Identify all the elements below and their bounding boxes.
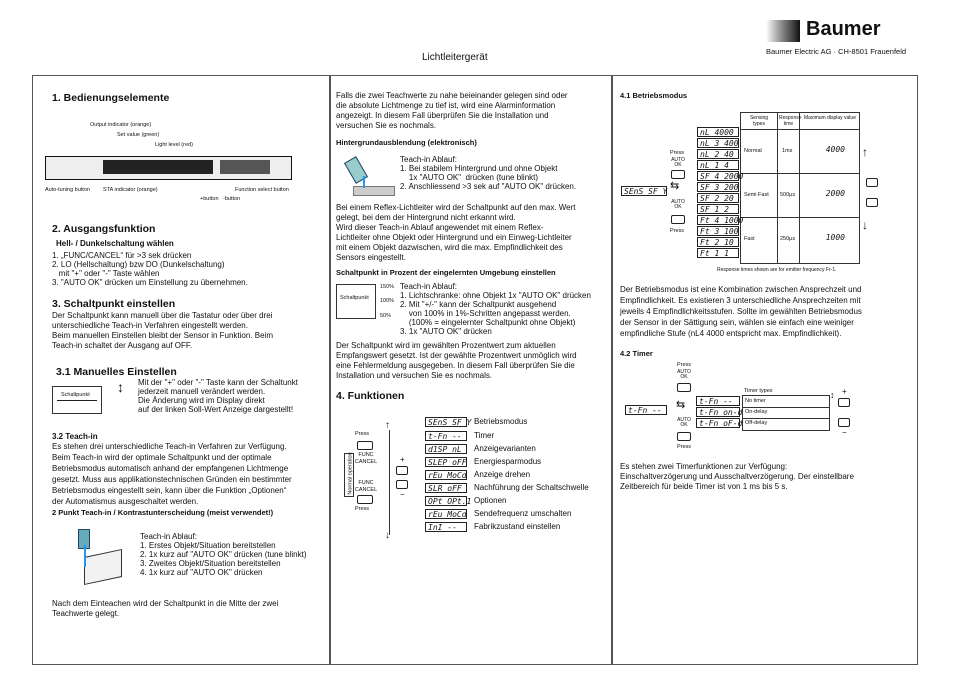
row-divider <box>743 418 829 419</box>
auto-ok-button-2[interactable] <box>677 432 691 441</box>
up-arrow-icon: ↑ <box>862 145 868 159</box>
time-semi-fast: 500µs <box>780 192 796 198</box>
function-lcd: SLEP oFF <box>425 457 467 467</box>
minus-button[interactable] <box>396 480 408 489</box>
function-lcd: rEu MoCd <box>425 470 467 480</box>
function-lcd: InI -- <box>425 522 467 532</box>
timer-text: Zeitbereich für beide Timer ist von 1 ms bis 5 s. <box>620 482 788 491</box>
percent-scale <box>336 284 376 319</box>
mode-lcd: SF 3 200 <box>697 182 739 192</box>
up-arrow-icon: ↑ <box>385 420 390 431</box>
section-3-text: Beim manuellen Einstellen bleibt der Sensor in Funktion. Beim <box>52 331 274 340</box>
func-cancel-label-2: FUNC CANCEL <box>354 480 378 493</box>
plus-button[interactable] <box>838 398 850 407</box>
company-line: Baumer Electric AG · CH-8501 Frauenfeld <box>766 47 907 56</box>
minus-icon: − <box>400 490 405 499</box>
two-point-title: 2 Punkt Teach-in / Kontrastunterscheidung (meist verwendet!) <box>52 508 274 517</box>
timer-label: Off-delay <box>745 420 768 426</box>
function-lcd: SLR oFF <box>425 483 467 493</box>
section-2-title: 2. Ausgangsfunktion <box>52 223 156 235</box>
background-text: Sensors eingestellt. <box>336 253 406 262</box>
auto-ok-button[interactable] <box>677 383 691 392</box>
timer-text: Es stehen zwei Timerfunktionen zur Verfügung: <box>620 462 788 471</box>
background-suppression-title: Hintergrundausblendung (elektronisch) <box>336 138 477 147</box>
mode-text: der Sensor in der Sättigung sein, wählen sie einfach eine weiniger <box>620 318 854 327</box>
sensor-buttons <box>220 160 270 174</box>
percent-step: 2. Mit "+/-" kann der Schaltpunkt ausgehend <box>400 300 557 309</box>
label-auto-tuning: Auto-tuning button <box>45 187 90 193</box>
header-sensing-types: Sensing types <box>749 115 769 127</box>
mode-lcd: Ft 2 10 <box>697 237 739 247</box>
section-3-1-text: Die Änderung wird im Display direkt <box>138 396 265 405</box>
updown-arrow-icon: ↕ <box>830 390 835 400</box>
press-label: Press <box>677 362 692 368</box>
mode-lcd: nL 4000 <box>697 127 739 137</box>
section-3-text: Teach-in schaltet der Ausgang auf OFF. <box>52 341 193 350</box>
schaltpunkt-label: Schaltpunkt <box>61 392 90 398</box>
section-3-1-text: auf der linken Soll-Wert Anzeige dargestellt! <box>138 405 294 414</box>
background-plane <box>353 186 395 196</box>
timer-types-header: Timer types <box>744 388 773 394</box>
scale-label: Schaltpunkt <box>340 295 369 301</box>
function-lcd: OPt OPt.1 <box>425 496 467 506</box>
function-label: Energiesparmodus <box>474 457 542 466</box>
function-lcd: SEnS SF Y <box>425 417 467 427</box>
mode-text: jeweils 4 Empfindlichkeitsstufen. Sollte im gewählten Betriebsmodus <box>620 307 862 316</box>
section-3-2-text: Beim Teach-in wird der optimale Schaltpunkt und der optimale <box>52 453 272 462</box>
left-arrow-icon: ⇆ <box>670 180 680 192</box>
max-normal: 4000 <box>825 145 845 154</box>
section-3-text: Der Schaltpunkt kann manuell über die Tastatur oder über drei <box>52 311 273 320</box>
auto-ok-label: AUTO OK <box>677 369 691 380</box>
func-cancel-button[interactable] <box>357 441 373 450</box>
mode-lcd: nL 1 4 <box>697 160 739 170</box>
logo-mark <box>766 20 800 42</box>
mode-text: Der Betriebsmodus ist eine Kombination zwischen Ansprechzeit und <box>620 285 862 294</box>
down-arrow-icon: ↓ <box>862 218 868 232</box>
row-divider <box>741 173 859 174</box>
mode-lcd: SF 4 2000 <box>697 171 739 181</box>
press-label: Press <box>355 431 370 437</box>
timer-lcd: t-Fn on-d <box>696 407 740 417</box>
auto-ok-label: AUTO OK <box>671 157 685 168</box>
scale-150: 150% <box>380 284 395 290</box>
footnote: Response times shown are for emitter frequency Fr-1. <box>717 267 837 273</box>
section-4-title: 4. Funktionen <box>336 390 405 402</box>
press-label: Press <box>670 150 685 156</box>
section-4-1-title: 4.1 Betriebsmodus <box>620 91 688 100</box>
label-minus-button: -button <box>223 196 241 202</box>
function-label: Timer <box>474 431 495 440</box>
time-fast: 250µs <box>780 236 796 242</box>
header-response-time: Response time <box>779 115 802 127</box>
background-text: Bei einem Reflex-Lichtleiter wird der Schaltpunkt auf den max. Wert <box>336 203 576 212</box>
scroll-line <box>389 430 390 535</box>
section-4-2-title: 4.2 Timer <box>620 349 653 358</box>
mode-lcd: SF 2 20 <box>697 193 739 203</box>
section-3-2-text: Betriebsmodus automatisch anhand der empfangenen Lichtmenge <box>52 464 289 473</box>
schaltpunkt-line <box>57 400 97 401</box>
mode-lcd: Ft 3 100 <box>697 226 739 236</box>
func-cancel-button-2[interactable] <box>357 495 373 504</box>
max-fast: 1000 <box>825 233 845 242</box>
mode-text: Empfindlichkeit. Es existieren 3 unterschiedliche Ansprechzeiten mit <box>620 296 861 305</box>
timer-label: On-delay <box>745 409 768 415</box>
section-2-step: mit "+" oder "-" Taste wählen <box>52 269 160 278</box>
function-label: Betriebsmodus <box>474 417 528 426</box>
section-2-step: 2. LO (Hellschaltung) bzw DO (Dunkelschaltung) <box>52 260 225 269</box>
scale-50: 50% <box>380 313 392 319</box>
plus-icon: + <box>400 455 405 464</box>
plus-button[interactable] <box>396 466 408 475</box>
light-beam <box>84 545 86 567</box>
percent-text: Der Schaltpunkt wird im gewählten Prozentwert zum aktuellen <box>336 341 556 350</box>
percent-step: 3. 1x "AUTO OK" drücken <box>400 327 492 336</box>
two-point-step: 2. 1x kurz auf "AUTO OK" drücken (tune blinkt) <box>140 550 307 559</box>
timer-text: Einschaltverzögerung und Ausschaltverzögerung. Der einstellbare <box>620 472 854 481</box>
auto-ok-button-2[interactable] <box>671 215 685 224</box>
schaltpunkt-box <box>52 386 102 414</box>
label-light-level: Light level (red) <box>155 142 193 148</box>
section-3-2-title: 3.2 Teach-in <box>52 432 98 441</box>
type-semi-fast: Semi Fast <box>744 192 769 198</box>
two-point-illustration <box>64 525 134 595</box>
brand-name: Baumer <box>806 18 881 40</box>
section-2-step: 3. "AUTO OK" drücken um Einstellung zu übernehmen. <box>52 278 248 287</box>
timer-lcd: t-Fn oF-d <box>696 418 740 428</box>
section-1-title: 1. Bedienungselemente <box>52 92 170 104</box>
two-point-note: Teachwerte gelegt. <box>52 609 120 618</box>
plus-button[interactable] <box>866 178 878 187</box>
percent-setpoint-title: Schaltpunkt in Prozent der eingelernten Umgebung einstellen <box>336 268 556 277</box>
two-point-note: Nach dem Einteachen wird der Schaltpunkt in die Mitte der zwei <box>52 599 279 608</box>
light-beam <box>363 176 365 188</box>
mode-lcd: nL 3 400 <box>697 138 739 148</box>
background-step: 1. Bei stabilem Hintergrund und ohne Objekt <box>400 164 558 173</box>
background-illustration <box>345 152 395 200</box>
alarm-text: angezeigt. In diesem Fall überprüfen Sie die Installation und <box>336 111 549 120</box>
section-3-text: unterschiedliche Teach-in Verfahren eingestellt werden. <box>52 321 248 330</box>
function-label: Anzeigevarianten <box>474 444 536 453</box>
col-divider <box>777 113 778 263</box>
timer-current-lcd: t-Fn -- <box>625 405 667 415</box>
label-set-value: Set value (green) <box>117 132 160 138</box>
minus-button[interactable] <box>866 198 878 207</box>
brand-logo <box>766 16 946 46</box>
device-diagram <box>45 118 300 203</box>
normal-operation-label: Normal operation <box>347 452 354 495</box>
function-label: Nachführung der Schaltschwelle <box>474 483 589 492</box>
page-title: Lichtleitergerät <box>422 52 488 63</box>
label-output-indicator: Output indicator (orange) <box>90 122 152 128</box>
auto-ok-button[interactable] <box>671 170 685 179</box>
minus-icon: − <box>842 428 847 437</box>
down-arrow-icon: ↓ <box>385 530 390 541</box>
section-3-2-text: Betriebsmodus eingestellt sein, kann über die Funktion „Optionen“ <box>52 486 287 495</box>
section-3-1-title: 3.1 Manuelles Einstellen <box>56 366 177 378</box>
section-3-2-text: gesetzt. Muss aus applikationstechnischen Gründen ein bestimmter <box>52 475 292 484</box>
time-normal: 1ms <box>782 148 793 154</box>
alarm-text: Falls die zwei Teachwerte zu nahe beieinander gelegen sind oder <box>336 91 568 100</box>
section-2-subtitle: Hell- / Dunkelschaltung wählen <box>56 239 174 248</box>
function-lcd: t-Fn -- <box>425 431 467 441</box>
function-lcd: rEu MoCd <box>425 509 467 519</box>
alarm-text: die absolute Lichtmenge zu tief ist, wird eine Alarminformation <box>336 101 556 110</box>
two-point-step: 4. 1x kurz auf "AUTO OK" drücken <box>140 568 263 577</box>
sensor-display <box>103 160 213 174</box>
object-box <box>84 549 122 585</box>
background-text: mit einem Objekt dazwischen, wird die max. Empfindlichkeit des <box>336 243 563 252</box>
func-cancel-label: FUNC CANCEL <box>354 452 378 465</box>
background-step: 2. Anschliessend >3 sek auf "AUTO OK" drücken. <box>400 182 577 191</box>
background-step: Teach-in Ablauf: <box>400 155 457 164</box>
col-divider <box>799 113 800 263</box>
row-divider <box>741 217 859 218</box>
function-label: Sendefrequenz umschalten <box>474 509 572 518</box>
label-function-select: Function select button <box>235 187 289 193</box>
mode-lcd: nL 2 40 <box>697 149 739 159</box>
label-plus-button: +button <box>200 196 219 202</box>
type-fast: Fast <box>744 236 755 242</box>
two-point-step: 3. Zweites Objekt/Situation bereitstellen <box>140 559 281 568</box>
function-label: Anzeige drehen <box>474 470 531 479</box>
percent-text: Installation und versuchen Sie es nochmals. <box>336 371 493 380</box>
press-label-2: Press <box>355 506 370 512</box>
background-text: Wird dieser Teach-in Ablauf angewendet mit einem Reflex- <box>336 223 544 232</box>
alarm-text: versuchen Sie es nochmals. <box>336 121 437 130</box>
label-sta-indicator: STA indicator (orange) <box>103 187 158 193</box>
max-semi-fast: 2000 <box>825 189 845 198</box>
plus-icon: + <box>842 387 847 396</box>
background-step: 1x "AUTO OK" drücken (tune blinkt) <box>400 173 539 182</box>
function-label: Optionen <box>474 496 507 505</box>
function-lcd: d1SP nL <box>425 444 467 454</box>
timer-label: No timer <box>745 398 766 404</box>
section-3-1-text: Mit der "+" oder "-" Taste kann der Schaltunkt <box>138 378 298 387</box>
press-label-2: Press <box>670 228 685 234</box>
percent-step: von 100% in 1%-Schritten angepasst werden. <box>400 309 571 318</box>
auto-ok-label-2: AUTO OK <box>671 199 685 210</box>
timer-lcd: t-Fn -- <box>696 396 740 406</box>
section-2-step: 1. „FUNC/CANCEL“ für >3 sek drücken <box>52 251 192 260</box>
mode-lcd: Ft 1 1 <box>697 248 739 258</box>
auto-ok-label-2: AUTO OK <box>677 417 691 428</box>
two-point-step: Teach-in Ablauf: <box>140 532 197 541</box>
percent-text: eine Fehlermeldung ausgegeben. In diesem Fall überprüfen Sie die <box>336 361 575 370</box>
mode-text: empfindliche Stufe (nL4 4000 entspricht max. Empfindlichkeit). <box>620 329 842 338</box>
mode-lcd: Ft 4 1000 <box>697 215 739 225</box>
press-label-2: Press <box>677 444 692 450</box>
percent-step: (100% = eingelernter Schaltpunkt ohne Objekt) <box>400 318 576 327</box>
swap-arrow-icon: ⇆ <box>676 399 686 411</box>
percent-step: Teach-in Ablauf: <box>400 282 457 291</box>
scale-100: 100% <box>380 298 395 304</box>
percent-text: Empfangswert gesetzt. Ist der gewählte Prozentwert unmöglich wird <box>336 351 577 360</box>
current-mode-lcd: SEnS SF Y <box>621 186 667 196</box>
section-3-2-text: Es stehen drei unterschiedliche Teach-in Verfahren zur Verfügung. <box>52 442 287 451</box>
row-divider <box>743 407 829 408</box>
background-text: Lichtleiter ohne Objekt oder Hintergrund und ein Einweg-Lichtleiter <box>336 233 572 242</box>
function-label: Fabrikzustand einstellen <box>474 522 561 531</box>
background-text: gelegt, bei dem der Hintergrund nicht erkannt wird. <box>336 213 516 222</box>
updown-arrow-icon: ↕ <box>117 379 124 395</box>
row-divider <box>741 129 859 130</box>
section-3-title: 3. Schaltpunkt einstellen <box>52 298 176 310</box>
two-point-step: 1. Erstes Objekt/Situation bereitstellen <box>140 541 276 550</box>
mode-table <box>740 112 860 264</box>
header-max-display: Maximum display value <box>804 115 856 121</box>
section-3-2-text: der Automatismus ausgeschaltet werden. <box>52 497 199 506</box>
type-normal: Normal <box>744 148 762 154</box>
minus-button[interactable] <box>838 418 850 427</box>
section-3-1-text: jederzeit manuell verändert werden. <box>138 387 266 396</box>
mode-lcd: SF 1 2 <box>697 204 739 214</box>
percent-step: 1. Lichtschranke: ohne Objekt 1x "AUTO OK" drücken <box>400 291 591 300</box>
